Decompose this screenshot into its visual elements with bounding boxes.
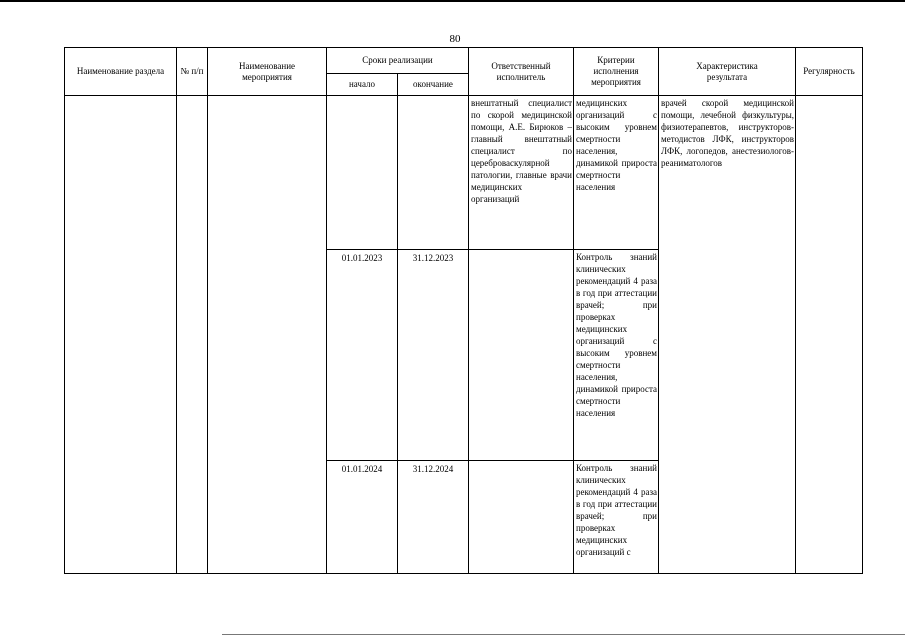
row-1-criteria: медицинских организаций с высоким уровнем смертности населения, динамикой прироста смертности населения: [576, 98, 657, 192]
header-start: [327, 74, 397, 95]
header-section-text: Наименование раздела: [76, 66, 165, 76]
col-border-9: [862, 47, 863, 574]
header-number: [177, 48, 207, 95]
header-result-text: Характеристика результата: [696, 60, 758, 82]
header-section: [65, 48, 176, 95]
row-3-start: 01.01.2024: [341, 464, 383, 474]
row-1-result: врачей скорой медицинской помощи, лечебной физкультуры, физиотерапевтов, инструкторов-методистов ЛФК, инструкторов ЛФК, логопедов, анестезиологов-реаниматологов: [661, 98, 794, 168]
header-terms-text: Сроки реализации: [362, 55, 433, 65]
header-start-text: начало: [348, 79, 376, 89]
header-result: [659, 48, 795, 95]
page-number: 80: [449, 33, 461, 45]
col-border-8: [795, 47, 796, 574]
col-border-1: [176, 47, 177, 574]
page-bottom-line: [222, 634, 905, 635]
row-3-responsible: [469, 461, 573, 573]
row-2-start: 01.01.2023: [341, 253, 383, 263]
table-bottom-border: [64, 573, 863, 574]
header-end: [398, 74, 468, 95]
header-end-text: окончание: [413, 79, 453, 89]
header-criteria: [574, 48, 658, 95]
col-border-2: [207, 47, 208, 574]
row-2-end: 31.12.2023: [412, 253, 454, 263]
col-border-4: [397, 73, 398, 574]
header-regularity-text: Регулярность: [803, 66, 855, 76]
col-border-0: [64, 47, 65, 574]
row-3-criteria: Контроль знаний клинических рекомендаций 4 раза в год при аттестации врачей; при проверках медицинских организаций с: [576, 463, 657, 557]
header-number-text: № п/п: [180, 66, 204, 76]
header-terms: [327, 48, 468, 73]
header-responsible: [469, 48, 573, 95]
row-2-responsible: [469, 250, 573, 460]
row-3-end: 31.12.2024: [412, 464, 454, 474]
col-border-3: [326, 47, 327, 574]
header-responsible-text: Ответственный исполнитель: [491, 60, 551, 82]
header-event: [208, 48, 326, 95]
header-event-text: Наименование мероприятия: [238, 60, 296, 82]
header-regularity: [796, 48, 862, 95]
header-criteria-text: Критерии исполнения мероприятия: [591, 55, 641, 87]
row-1-responsible: внештатный специалист по скорой медицинской помощи, А.Е. Бирюков – главный внештатный специалист по цереброваскулярной патологии, главные врачи медицинских организаций: [471, 98, 572, 204]
row-2-criteria: Контроль знаний клинических рекомендаций 4 раза в год при аттестации врачей; при проверках медицинских организаций с высоким уровнем смертности населения, динамикой прироста смертности населения: [576, 252, 657, 418]
